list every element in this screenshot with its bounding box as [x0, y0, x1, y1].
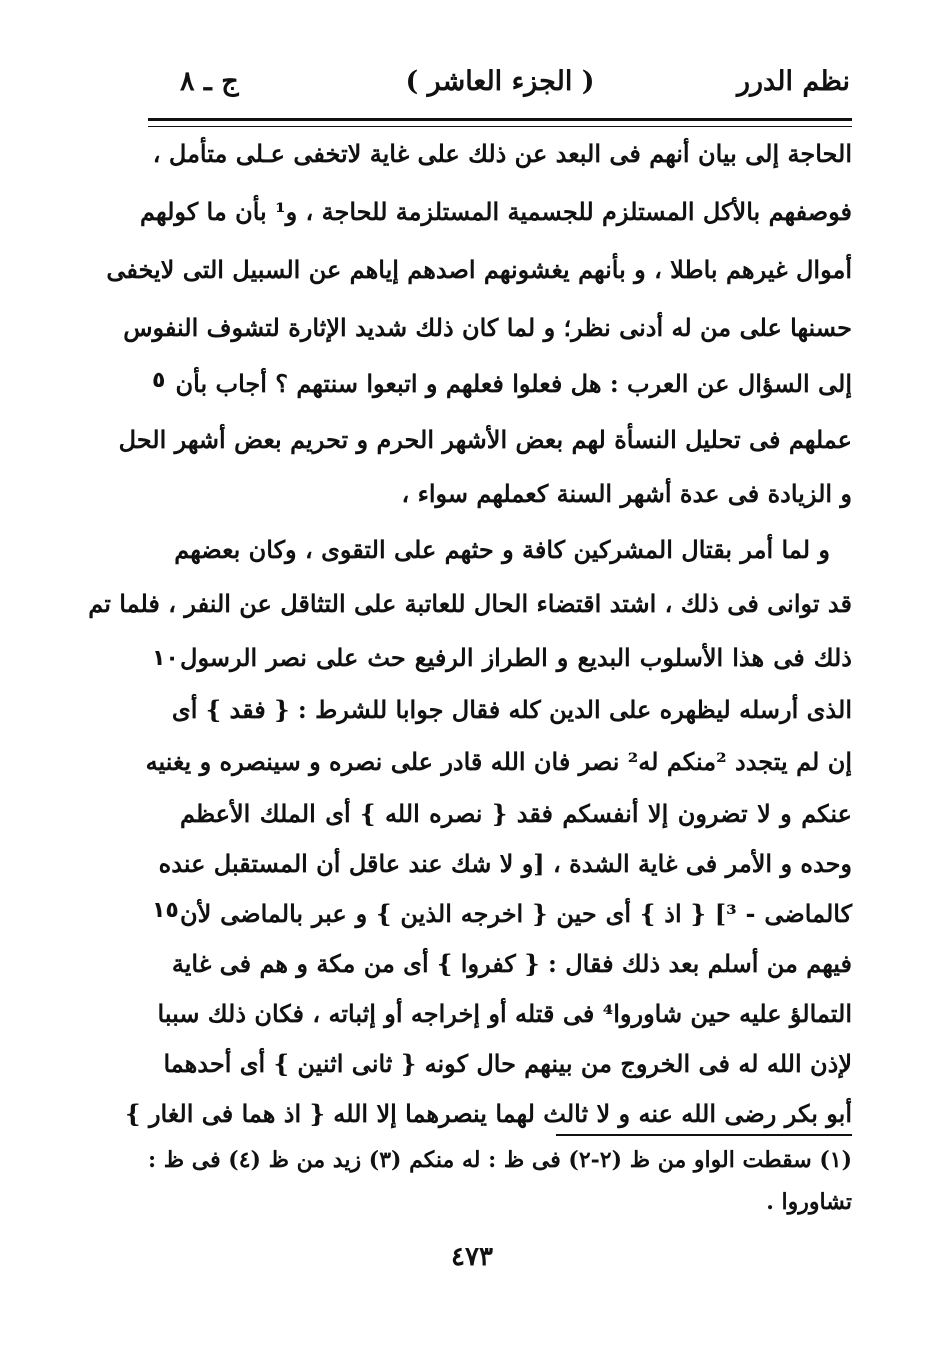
- footnote-line: تشاوروا .: [766, 1189, 852, 1215]
- text-line: كالماضى - ³] { اذ } أى حين { اخرجه الذين } و عبر بالماضى لأن: [180, 899, 852, 928]
- text-line: الحاجة إلى بيان أنهم فى البعد عن ذلك على غاية لاتخفى عـلى متأمل ،: [152, 139, 852, 168]
- running-header: [150, 66, 850, 110]
- text-line: حسنها على من له أدنى نظر؛ و لما كان ذلك شديد الإثارة لتشوف النفوس: [123, 313, 852, 342]
- text-line: فوصفهم بالأكل المستلزم للجسمية المستلزمة للحاجة ، و¹ بأن ما كولهم: [140, 197, 852, 226]
- text-line: قد توانى فى ذلك ، اشتد اقتضاء الحال للعاتبة على التثاقل عن النفر ، فلما تم: [88, 589, 852, 618]
- text-line: و الزيادة فى عدة أشهر السنة كعملهم سواء ،: [401, 479, 852, 508]
- text-line: التمالؤ عليه حين شاوروا⁴ فى قتله أو إخراجه أو إثباته ، فكان ذلك سببا: [157, 999, 852, 1028]
- line-number-10: ١٠: [152, 646, 179, 671]
- text-line: إن لم يتجدد ²منكم له² نصر فان الله قادر على نصره و سينصره و يغنيه: [145, 747, 852, 776]
- section-ref: ج ـ ٨: [180, 66, 239, 97]
- text-line: عنكم و لا تضرون إلا أنفسكم فقد { نصره الله } أى الملك الأعظم: [180, 799, 852, 828]
- book-title: نظم الدرر: [736, 66, 850, 97]
- text-line: الذى أرسله ليظهره على الدين كله فقال جوابا للشرط : { فقد } أى: [171, 695, 852, 724]
- page-number: ٤٧٣: [451, 1242, 493, 1272]
- text-line: أموال غيرهم باطلا ، و بأنهم يغشونهم اصدهم إياهم عن السبيل التى لايخفى: [106, 255, 852, 284]
- text-line: وحده و الأمر فى غاية الشدة ، [و لا شك عند عاقل أن المستقبل عنده: [158, 849, 852, 878]
- text-line: أبو بكر رضى الله عنه و لا ثالث لهما ينصرهما إلا الله { اذ هما فى الغار }: [125, 1099, 852, 1128]
- text-line: ذلك فى هذا الأسلوب البديع و الطراز الرفيع حث على نصر الرسول: [180, 643, 852, 672]
- text-line: إلى السؤال عن العرب : هل فعلوا فعلهم و اتبعوا سنتهم ؟ أجاب بأن: [175, 369, 852, 398]
- text-line: لإذن الله له فى الخروج من بينهم حال كونه { ثانى اثنين } أى أحدهما: [163, 1049, 852, 1078]
- header-rule-thick: [148, 118, 852, 121]
- text-line: فيهم من أسلم بعد ذلك فقال : { كفروا } أى من مكة و هم فى غاية: [171, 949, 852, 978]
- text-line: و لما أمر بقتال المشركين كافة و حثهم على التقوى ، وكان بعضهم: [174, 535, 830, 564]
- text-line: عملهم فى تحليل النسأة لهم بعض الأشهر الحرم و تحريم بعض أشهر الحل: [118, 425, 852, 454]
- line-number-15: ١٥: [152, 898, 179, 923]
- part-title: ( الجزء العاشر ): [405, 66, 595, 97]
- line-number-5: ٥: [152, 368, 166, 393]
- footnote-rule: [556, 1134, 852, 1136]
- header-rule-thin: [148, 126, 852, 127]
- footnote-line: (١) سقطت الواو من ظ (٢-٢) فى ظ : له منكم (٣) زيد من ظ (٤) فى ظ :: [148, 1147, 852, 1173]
